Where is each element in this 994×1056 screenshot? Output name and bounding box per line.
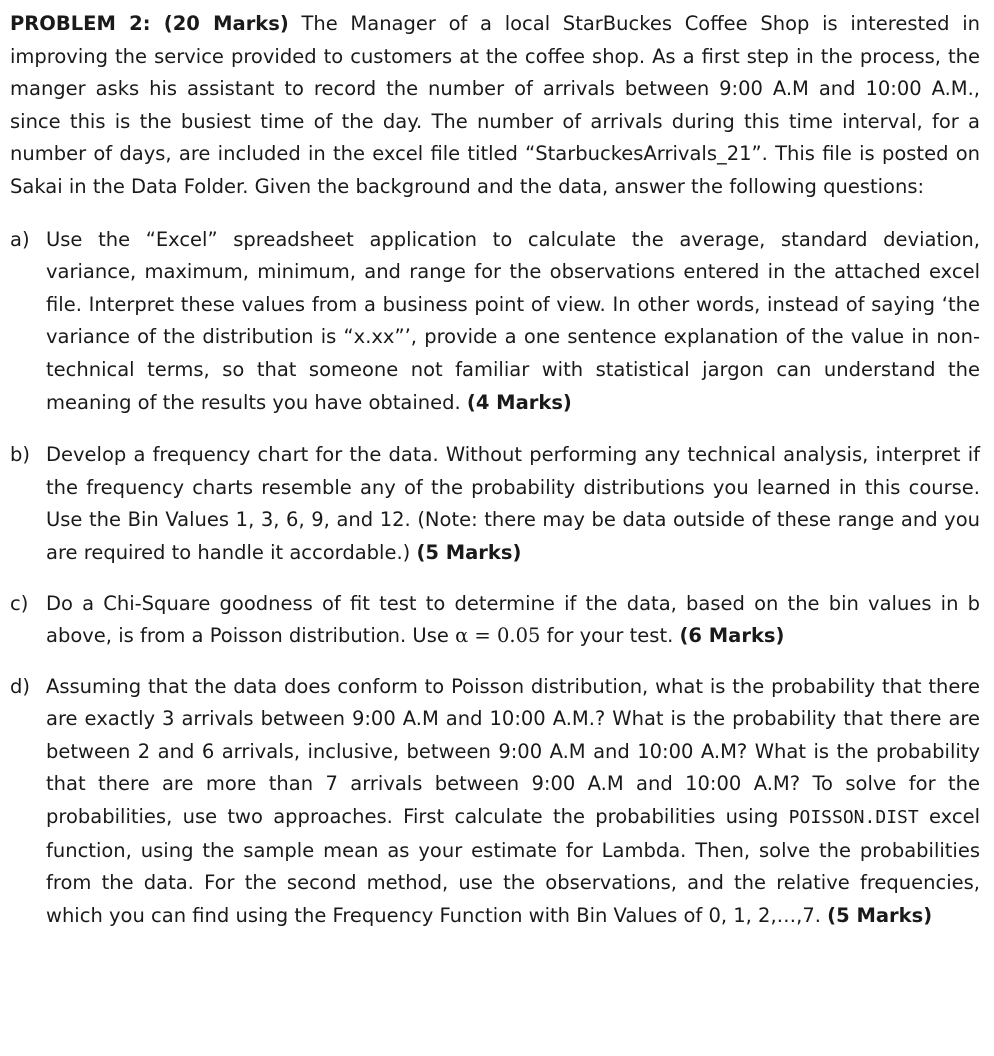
question-c-marks: (6 Marks) bbox=[679, 624, 785, 648]
question-d-marks: (5 Marks) bbox=[827, 903, 933, 927]
question-a-text: Use the “Excel” spreadsheet application to calculate the average, standard deviation, variance, maximum, minimum, and range for the observations entered in the attached excel file. Interpret these values from a business point of view. In other words, instead of saying ‘the variance of the distribution is “x.xx”’, provide a one sentence explanation of the value in non-technical terms, so that someone not familiar with statistical jargon can understand the meaning of the results you have obtained. bbox=[46, 227, 980, 414]
question-d bbox=[10, 671, 980, 933]
question-a-letter: a) bbox=[10, 227, 30, 251]
question-d-text-after: excel function, using the sample mean as your estimate for Lambda. Then, solve the probabilities from the data. For the second method, use the observations, and the relative frequencies, which you can find using the Frequency Function with Bin Values of 0, 1, 2,…,7. bbox=[46, 805, 980, 927]
problem-text: The Manager of a local StarBuckes Coffee Shop is interested in improving the service provided to customers at the coffee shop. As a first step in the process, the manger asks his assistant to record the number of arrivals between 9:00 A.M and 10:00 A.M., since this is the busiest time of the day. The number of arrivals during this time interval, for a number of days, are included in the excel file titled “StarbuckesArrivals_21”. This file is posted on Sakai in the Data Folder. Given the background and the data, answer the following questions: bbox=[10, 12, 980, 198]
alpha-formula: α = 0.05 bbox=[455, 624, 541, 648]
poisson-function-name: POISSON.DIST bbox=[788, 807, 919, 829]
question-b-letter: b) bbox=[10, 443, 30, 467]
question-c-text-after: for your test. bbox=[540, 624, 680, 648]
question-c-body bbox=[46, 588, 980, 653]
question-c-text: Do a Chi-Square goodness of fit test to determine if the data, based on the bin values in b above, is from a Poisson distribution. Use bbox=[46, 591, 980, 648]
question-c bbox=[10, 588, 980, 653]
problem-intro bbox=[10, 8, 980, 204]
question-b-text: Develop a frequency chart for the data. Without performing any technical analysis, interpret if the frequency charts resemble any of the probability distributions you learned in this course. Use the Bin Values 1, 3, 6, 9, and 12. (Note: there may be data outside of these range and you are required to handle it accordable.) bbox=[46, 443, 980, 564]
question-a bbox=[10, 224, 980, 420]
question-a-body bbox=[46, 224, 980, 420]
question-d-text: Assuming that the data does conform to Poisson distribution, what is the probability that there are exactly 3 arrivals between 9:00 A.M and 10:00 A.M.? What is the probability that there are between 2 and 6 arrivals, inclusive, between 9:00 A.M and 10:00 A.M? What is the probability that there are more than 7 arrivals between 9:00 A.M and 10:00 A.M? To solve for the probabilities, use two approaches. First calculate the probabilities using bbox=[46, 674, 980, 829]
question-d-body bbox=[46, 671, 980, 933]
question-b-body bbox=[46, 439, 980, 569]
question-b-marks: (5 Marks) bbox=[416, 540, 522, 564]
question-d-letter: d) bbox=[10, 674, 30, 698]
question-b bbox=[10, 439, 980, 569]
question-a-marks: (4 Marks) bbox=[466, 390, 572, 414]
question-c-letter: c) bbox=[10, 591, 29, 615]
problem-heading: PROBLEM 2: (20 Marks) bbox=[10, 12, 289, 35]
